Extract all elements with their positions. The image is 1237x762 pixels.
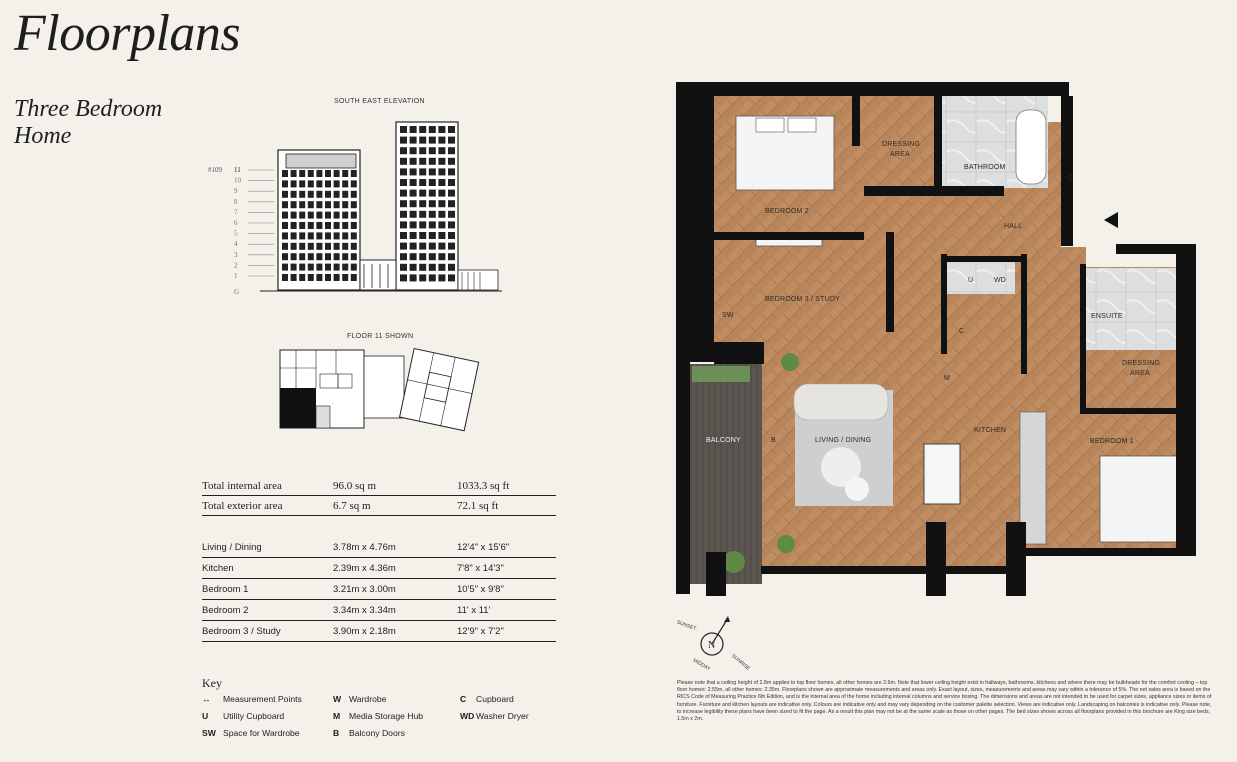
floor-number-label: 5	[234, 229, 238, 238]
key-label: Wardrobe	[349, 694, 387, 704]
compass-sunrise: SUNRISE	[730, 653, 752, 672]
key-item	[460, 694, 514, 704]
area-row	[202, 476, 556, 496]
key-symbol: SW	[202, 728, 216, 738]
area-imperial: 1033.3 sq ft	[457, 476, 556, 496]
area-metric: 96.0 sq m	[333, 476, 457, 496]
room-metric: 3.78m x 4.76m	[333, 537, 457, 558]
key-symbol: B	[333, 728, 340, 738]
floor-number-label: 4	[234, 240, 238, 249]
area-label: Total internal area	[202, 476, 333, 496]
room-imperial: 12'9" x 7'2"	[457, 621, 556, 642]
floor-number-label: 8	[234, 197, 238, 206]
floor-caption: FLOOR 11 SHOWN	[347, 333, 414, 340]
floor-number-label: 11	[234, 166, 241, 174]
compass-icon	[674, 612, 754, 676]
label-kitchen: KITCHEN	[974, 427, 1007, 434]
room-imperial: 10'5" x 9'8"	[457, 579, 556, 600]
subtitle-line: Home	[14, 123, 72, 149]
label-ensuite: ENSUITE	[1091, 313, 1123, 320]
room-imperial: 7'8" x 14'3"	[457, 558, 556, 579]
room-metric: 3.34m x 3.34m	[333, 600, 457, 621]
floor-plan	[676, 82, 1220, 596]
label-m: M	[944, 375, 951, 382]
room-name: Living / Dining	[202, 537, 333, 558]
room-dimensions-table	[202, 537, 556, 642]
label-u: U	[968, 277, 974, 284]
key-label: Washer Dryer	[476, 711, 529, 721]
label-dressing-2: AREA	[890, 151, 910, 158]
compass-north: N	[708, 640, 716, 651]
key-symbol: M	[333, 711, 341, 721]
label-wd: WD	[994, 277, 1007, 284]
label-b: B	[771, 437, 776, 444]
label-c2: C	[959, 328, 965, 335]
room-row	[202, 558, 556, 579]
room-metric: 3.90m x 2.18m	[333, 621, 457, 642]
key-label: Utility Cupboard	[223, 711, 285, 721]
label-dressing-3: DRESSING	[1122, 360, 1161, 367]
key-label: Measurement Points	[223, 694, 302, 704]
room-name: Bedroom 2	[202, 600, 333, 621]
compass-sunset: SUNSET	[675, 619, 697, 633]
key-title: Key	[202, 676, 222, 690]
label-bedroom2: BEDROOM 2	[765, 208, 809, 215]
floor-key-plan	[276, 346, 486, 432]
elevation-drawing	[200, 112, 510, 304]
key-item	[202, 711, 284, 721]
page-subtitle	[14, 96, 214, 150]
key-item	[333, 694, 386, 704]
room-metric: 2.39m x 4.36m	[333, 558, 457, 579]
area-imperial: 72.1 sq ft	[457, 496, 556, 516]
floor-number-label: 9	[234, 187, 238, 196]
key-item	[202, 728, 300, 738]
key-label: Balcony Doors	[349, 728, 405, 738]
label-sw: SW	[722, 312, 734, 319]
floor-number-label: 3	[234, 250, 238, 259]
floor-number-label: 7	[234, 208, 238, 217]
key-symbol: ↔	[202, 694, 211, 704]
unit-label: #109	[208, 166, 222, 174]
room-row	[202, 537, 556, 558]
room-row	[202, 621, 556, 642]
label-dressing-4: AREA	[1130, 370, 1150, 377]
key-label: Media Storage Hub	[349, 711, 424, 721]
key-item	[202, 694, 302, 704]
key-symbol: WD	[460, 711, 475, 721]
key-symbol: W	[333, 694, 342, 704]
floor-number-label: 6	[234, 219, 238, 227]
floor-number-label: 2	[234, 261, 238, 270]
area-table	[202, 476, 556, 516]
room-row	[202, 579, 556, 600]
key-item	[333, 711, 423, 721]
area-metric: 6.7 sq m	[333, 496, 457, 516]
label-bathroom: BATHROOM	[964, 164, 1006, 171]
label-hall: HALL	[1004, 223, 1023, 230]
room-metric: 3.21m x 3.00m	[333, 579, 457, 600]
room-name: Bedroom 1	[202, 579, 333, 600]
page-title: Floorplans	[14, 5, 241, 62]
room-name: Bedroom 3 / Study	[202, 621, 333, 642]
label-balcony: BALCONY	[706, 437, 741, 444]
label-bedroom3: BEDROOM 3 / STUDY	[765, 296, 840, 303]
room-imperial: 11' x 11'	[457, 600, 556, 621]
key-item	[333, 728, 405, 738]
label-dressing-1: DRESSING	[882, 141, 921, 148]
key-symbol: U	[202, 711, 209, 721]
disclaimer-notes: Please note that a ceiling height of 2.8m applies to top floor homes, all other homes are 2.6m. Note that lower ceiling height exist in hallways, bathrooms, kitchens and where there may be bulkheads for the comfort cooling – top floor homes: 2.55m, all other homes: 2.35m. Floorplans shown are approximate measurements and areas only. Exact layout, sizes, measurements and areas may vary within a tolerance of 5%. The net sales area is based on the RICS Code of Measuring Practice 6th Edition, and is the internal area of the home including internal columns and service boxing. The dimensions and areas are not intended to be used for carpet sizes, appliance sizes or items of furniture. Furniture and kitchen layouts are indicative only. Colours are indicative only and may vary depending on the customer palette selection. Views are indicative only. Landscaping on balconies is indicative only. Please note, to increase legibility these plans have been sized to fit the page. As a result this plan may not be at the same scale as those on other pages. The bed sizes shown across all floorplans provided in this brochure are King size beds, 1.5m x 2m.	[677, 680, 1212, 723]
subtitle-line: Three Bedroom	[14, 96, 163, 122]
label-living: LIVING / DINING	[815, 437, 872, 444]
floor-number-label: 1	[234, 272, 238, 280]
label-c1: C	[1068, 175, 1074, 182]
room-imperial: 12'4" x 15'6"	[457, 537, 556, 558]
area-row	[202, 496, 556, 516]
floor-number-label: G	[234, 288, 240, 296]
room-name: Kitchen	[202, 558, 333, 579]
room-row	[202, 600, 556, 621]
elevation-caption: SOUTH EAST ELEVATION	[334, 98, 425, 105]
area-label: Total exterior area	[202, 496, 333, 516]
compass-midday: MIDDAY	[691, 657, 712, 673]
floor-number-label: 10	[234, 176, 241, 185]
key-item	[460, 711, 529, 721]
key-label: Cupboard	[476, 694, 514, 704]
label-bedroom1: BEDROOM 1	[1090, 438, 1134, 445]
key-symbol: C	[460, 694, 467, 704]
key-label: Space for Wardrobe	[223, 728, 300, 738]
